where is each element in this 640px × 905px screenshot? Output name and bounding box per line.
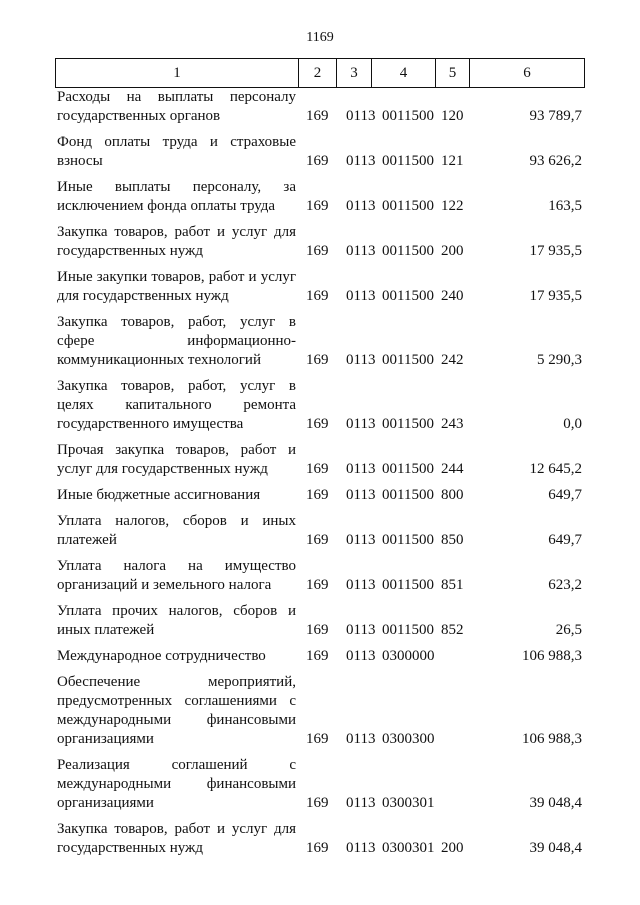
table-row	[0, 223, 640, 261]
row-article-code: 0011500	[382, 461, 434, 477]
row-amount: 106 988,3	[522, 731, 582, 747]
row-expense-type: 242	[441, 352, 464, 368]
row-section-code: 0113	[346, 532, 376, 548]
row-amount: 649,7	[548, 487, 582, 503]
table-row	[0, 133, 640, 171]
row-section-code: 0113	[346, 731, 376, 747]
row-name: Фонд оплаты труда и страховые взносы	[57, 134, 296, 169]
row-expense-type: 200	[441, 243, 464, 259]
row-article-code: 0300301	[382, 795, 435, 811]
row-admin-code: 169	[306, 461, 329, 477]
row-amount: 12 645,2	[529, 461, 582, 477]
row-section-code: 0113	[346, 198, 376, 214]
table-row	[0, 313, 640, 370]
row-article-code: 0011500	[382, 288, 434, 304]
table-row	[0, 88, 640, 126]
table-row	[0, 268, 640, 306]
column-header-3: 3	[337, 59, 372, 88]
row-admin-code: 169	[306, 198, 329, 214]
row-article-code: 0011500	[382, 352, 434, 368]
row-article-code: 0011500	[382, 108, 434, 124]
row-expense-type: 800	[441, 487, 464, 503]
row-expense-type: 244	[441, 461, 464, 477]
column-header-row	[56, 59, 585, 88]
column-header-6: 6	[470, 59, 585, 88]
row-article-code: 0300300	[382, 731, 435, 747]
row-admin-code: 169	[306, 532, 329, 548]
table-row	[0, 756, 640, 813]
column-header-table	[55, 58, 585, 88]
row-name: Уплата налога на имущество организаций и земельного налога	[57, 558, 296, 593]
row-name: Закупка товаров, работ, услуг в сфере информационно-коммуникационных технологий	[57, 314, 296, 368]
row-admin-code: 169	[306, 487, 329, 503]
row-amount: 649,7	[548, 532, 582, 548]
row-expense-type: 200	[441, 840, 464, 856]
row-section-code: 0113	[346, 288, 376, 304]
row-article-code: 0011500	[382, 198, 434, 214]
page-number: 1169	[306, 30, 334, 45]
row-expense-type: 852	[441, 622, 464, 638]
row-admin-code: 169	[306, 622, 329, 638]
row-amount: 93 789,7	[529, 108, 582, 124]
row-admin-code: 169	[306, 243, 329, 259]
row-name: Закупка товаров, работ, услуг в целях капитального ремонта государственного имущества	[57, 378, 296, 432]
row-expense-type: 240	[441, 288, 464, 304]
row-name: Прочая закупка товаров, работ и услуг для государственных нужд	[57, 442, 296, 477]
row-section-code: 0113	[346, 461, 376, 477]
row-name: Расходы на выплаты персоналу государственных органов	[57, 89, 296, 124]
column-header-5: 5	[436, 59, 470, 88]
row-amount: 26,5	[555, 622, 582, 638]
row-amount: 163,5	[548, 198, 582, 214]
column-header-2: 2	[299, 59, 337, 88]
row-admin-code: 169	[306, 795, 329, 811]
row-name: Уплата налогов, сборов и иных платежей	[57, 513, 296, 548]
row-expense-type: 121	[441, 153, 464, 169]
row-name: Обеспечение мероприятий, предусмотренных соглашениями с международными финансовыми организациями	[57, 674, 296, 747]
table-row	[0, 673, 640, 749]
row-amount: 39 048,4	[529, 795, 582, 811]
row-section-code: 0113	[346, 153, 376, 169]
row-expense-type: 243	[441, 416, 464, 432]
row-expense-type: 850	[441, 532, 464, 548]
row-section-code: 0113	[346, 487, 376, 503]
table-row	[0, 178, 640, 216]
row-amount: 5 290,3	[537, 352, 582, 368]
budget-rows	[0, 88, 640, 865]
table-row	[0, 820, 640, 858]
row-name: Закупка товаров, работ и услуг для государственных нужд	[57, 821, 296, 856]
row-admin-code: 169	[306, 288, 329, 304]
table-row	[0, 512, 640, 550]
row-amount: 0,0	[563, 416, 582, 432]
row-admin-code: 169	[306, 416, 329, 432]
column-header-1: 1	[56, 59, 299, 88]
row-amount: 39 048,4	[529, 840, 582, 856]
row-amount: 93 626,2	[529, 153, 582, 169]
row-name: Уплата прочих налогов, сборов и иных платежей	[57, 603, 296, 638]
row-admin-code: 169	[306, 352, 329, 368]
row-admin-code: 169	[306, 577, 329, 593]
table-row	[0, 441, 640, 479]
row-article-code: 0011500	[382, 622, 434, 638]
column-header-4: 4	[372, 59, 436, 88]
row-article-code: 0011500	[382, 416, 434, 432]
row-name: Иные закупки товаров, работ и услуг для государственных нужд	[57, 269, 296, 304]
table-row	[0, 557, 640, 595]
row-amount: 623,2	[548, 577, 582, 593]
row-amount: 106 988,3	[522, 648, 582, 664]
row-article-code: 0300000	[382, 648, 435, 664]
row-article-code: 0011500	[382, 532, 434, 548]
row-admin-code: 169	[306, 840, 329, 856]
table-row	[0, 377, 640, 434]
table-row	[0, 486, 640, 505]
row-article-code: 0300301	[382, 840, 435, 856]
row-section-code: 0113	[346, 577, 376, 593]
row-section-code: 0113	[346, 795, 376, 811]
row-section-code: 0113	[346, 108, 376, 124]
row-article-code: 0011500	[382, 577, 434, 593]
row-amount: 17 935,5	[529, 243, 582, 259]
row-article-code: 0011500	[382, 487, 434, 503]
row-expense-type: 122	[441, 198, 464, 214]
row-article-code: 0011500	[382, 243, 434, 259]
row-admin-code: 169	[306, 108, 329, 124]
row-article-code: 0011500	[382, 153, 434, 169]
table-row	[0, 647, 640, 666]
row-section-code: 0113	[346, 352, 376, 368]
row-name: Реализация соглашений с международными финансовыми организациями	[57, 757, 296, 811]
row-section-code: 0113	[346, 648, 376, 664]
row-name: Международное сотрудничество	[57, 648, 266, 664]
row-section-code: 0113	[346, 416, 376, 432]
row-name: Закупка товаров, работ и услуг для государственных нужд	[57, 224, 296, 259]
row-admin-code: 169	[306, 153, 329, 169]
row-section-code: 0113	[346, 840, 376, 856]
row-expense-type: 120	[441, 108, 464, 124]
row-expense-type: 851	[441, 577, 464, 593]
row-admin-code: 169	[306, 731, 329, 747]
row-name: Иные выплаты персоналу, за исключением фонда оплаты труда	[57, 179, 296, 214]
row-name: Иные бюджетные ассигнования	[57, 487, 261, 503]
row-section-code: 0113	[346, 243, 376, 259]
row-section-code: 0113	[346, 622, 376, 638]
row-amount: 17 935,5	[529, 288, 582, 304]
table-row	[0, 602, 640, 640]
row-admin-code: 169	[306, 648, 329, 664]
